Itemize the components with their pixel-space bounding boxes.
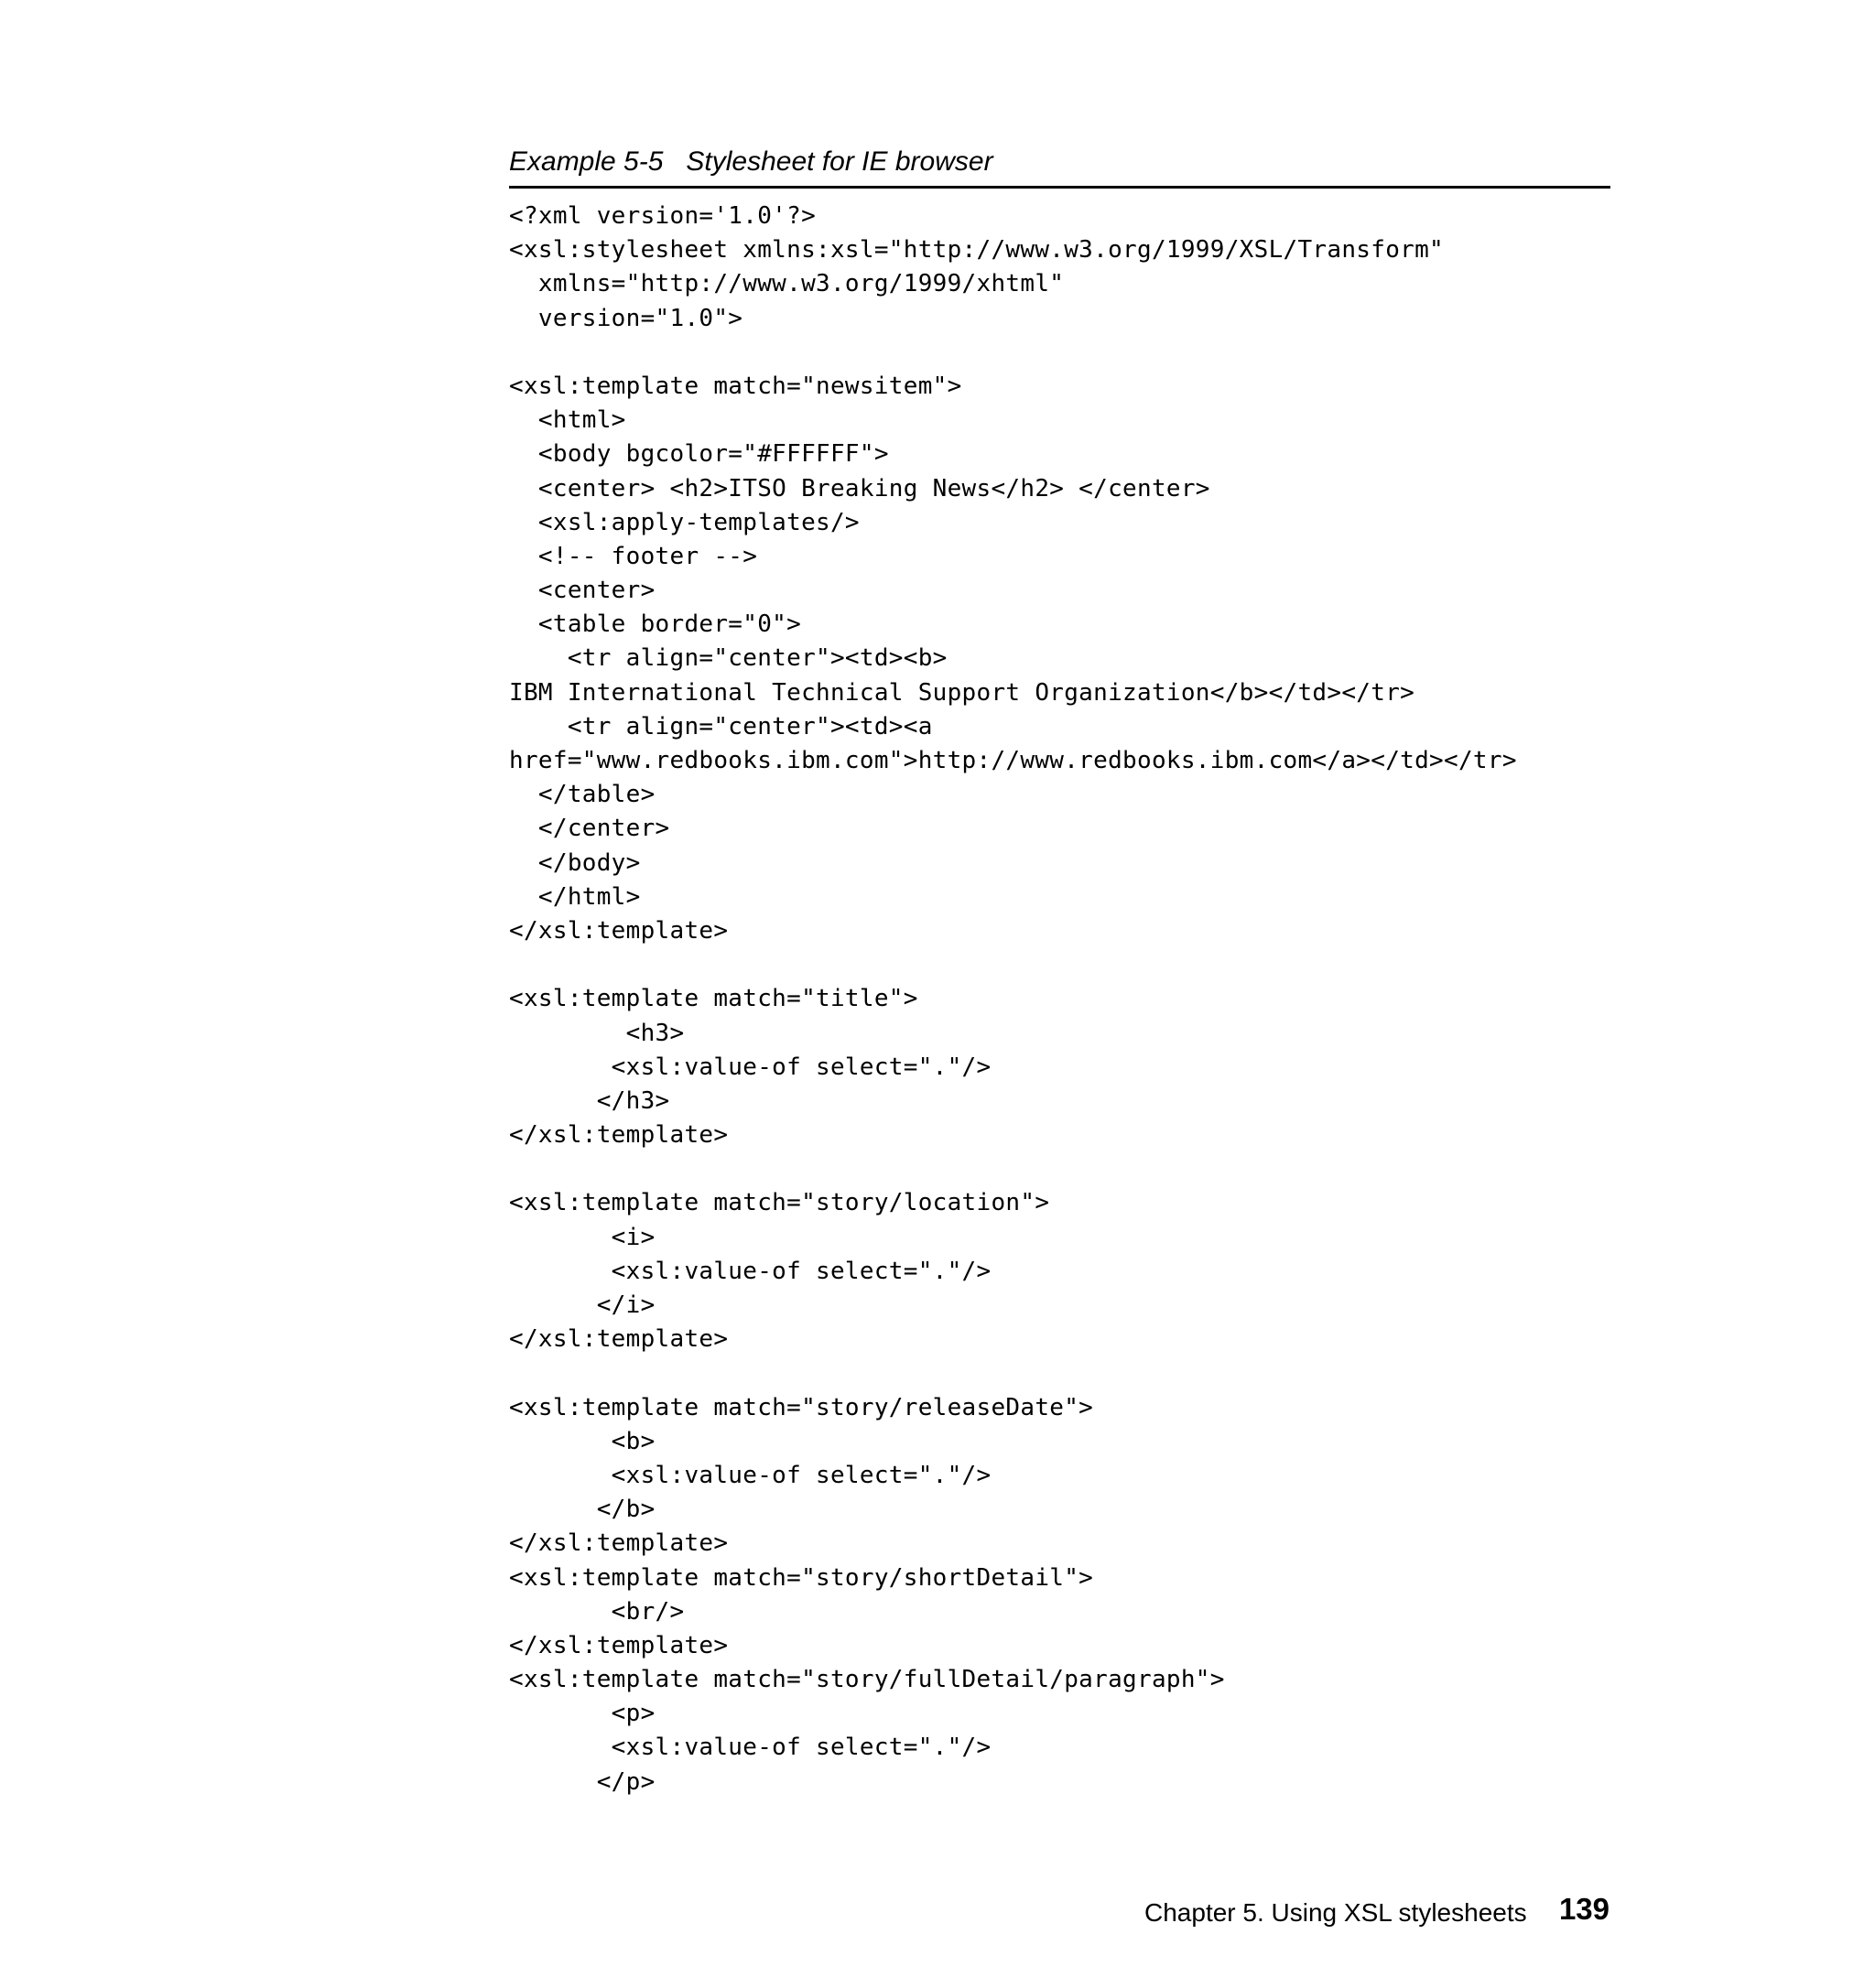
example-caption: Example 5-5 Stylesheet for IE browser xyxy=(509,146,993,177)
code-line xyxy=(509,1152,1517,1186)
code-line: <xsl:template match="story/releaseDate"> xyxy=(509,1393,1094,1421)
code-line xyxy=(509,948,1517,982)
code-line: <table border="0"> xyxy=(509,610,802,639)
code-line: </body> xyxy=(509,848,641,877)
code-line: </p> xyxy=(509,1767,656,1796)
code-line: <xsl:stylesheet xmlns:xsl="http://www.w3.org/1999/XSL/Transform" xyxy=(509,236,1445,265)
code-line: <xsl:template match="newsitem"> xyxy=(509,372,962,400)
code-line: <tr align="center"><td><b> xyxy=(509,644,948,673)
code-listing xyxy=(509,200,1517,1799)
code-line: <br/> xyxy=(509,1597,685,1626)
code-line xyxy=(509,336,1517,370)
code-line: <h3> xyxy=(509,1019,685,1047)
code-line: version="1.0"> xyxy=(509,304,743,332)
code-line: </xsl:template> xyxy=(509,1631,729,1659)
code-line: <i> xyxy=(509,1223,656,1251)
code-line: </xsl:template> xyxy=(509,1121,729,1150)
code-line: <center> <h2>ITSO Breaking News</h2> </center> xyxy=(509,474,1210,502)
code-line: <center> xyxy=(509,577,656,605)
code-line: </center> xyxy=(509,815,670,843)
code-line: <xsl:apply-templates/> xyxy=(509,508,860,536)
caption-divider xyxy=(509,186,1610,189)
page-number: 139 xyxy=(1558,1892,1609,1926)
code-line: <body bgcolor="#FFFFFF"> xyxy=(509,440,889,469)
code-line: </i> xyxy=(509,1291,656,1319)
code-line: <xsl:value-of select="."/> xyxy=(509,1461,992,1489)
code-line: </b> xyxy=(509,1496,656,1524)
code-line xyxy=(509,1356,1517,1390)
code-line: <html> xyxy=(509,406,626,435)
code-line: <p> xyxy=(509,1700,656,1728)
code-line: <xsl:value-of select="."/> xyxy=(509,1734,992,1762)
code-line: <xsl:template match="title"> xyxy=(509,985,918,1013)
code-line: IBM International Technical Support Organization</b></td></tr> xyxy=(509,678,1415,707)
code-line: <?xml version='1.0'?> xyxy=(509,202,817,230)
code-line: </table> xyxy=(509,781,656,809)
code-line: <xsl:value-of select="."/> xyxy=(509,1053,992,1081)
code-line: <!-- footer --> xyxy=(509,542,758,570)
code-line: </xsl:template> xyxy=(509,916,729,945)
code-line: </xsl:template> xyxy=(509,1325,729,1354)
code-line: <xsl:template match="story/location"> xyxy=(509,1189,1050,1217)
code-line: xmlns="http://www.w3.org/1999/xhtml" xyxy=(509,270,1065,298)
code-line: <xsl:template match="story/fullDetail/paragraph"> xyxy=(509,1666,1225,1694)
code-line: </xsl:template> xyxy=(509,1529,729,1558)
code-line: <b> xyxy=(509,1427,656,1455)
footer-chapter-title: Chapter 5. Using XSL stylesheets xyxy=(1144,1898,1527,1927)
code-line: <xsl:template match="story/shortDetail"> xyxy=(509,1563,1094,1592)
code-line: </html> xyxy=(509,882,641,911)
code-line: <tr align="center"><td><a xyxy=(509,712,933,740)
code-line: </h3> xyxy=(509,1086,670,1115)
code-line: <xsl:value-of select="."/> xyxy=(509,1257,992,1285)
code-line: href="www.redbooks.ibm.com">http://www.redbooks.ibm.com</a></td></tr> xyxy=(509,747,1517,774)
